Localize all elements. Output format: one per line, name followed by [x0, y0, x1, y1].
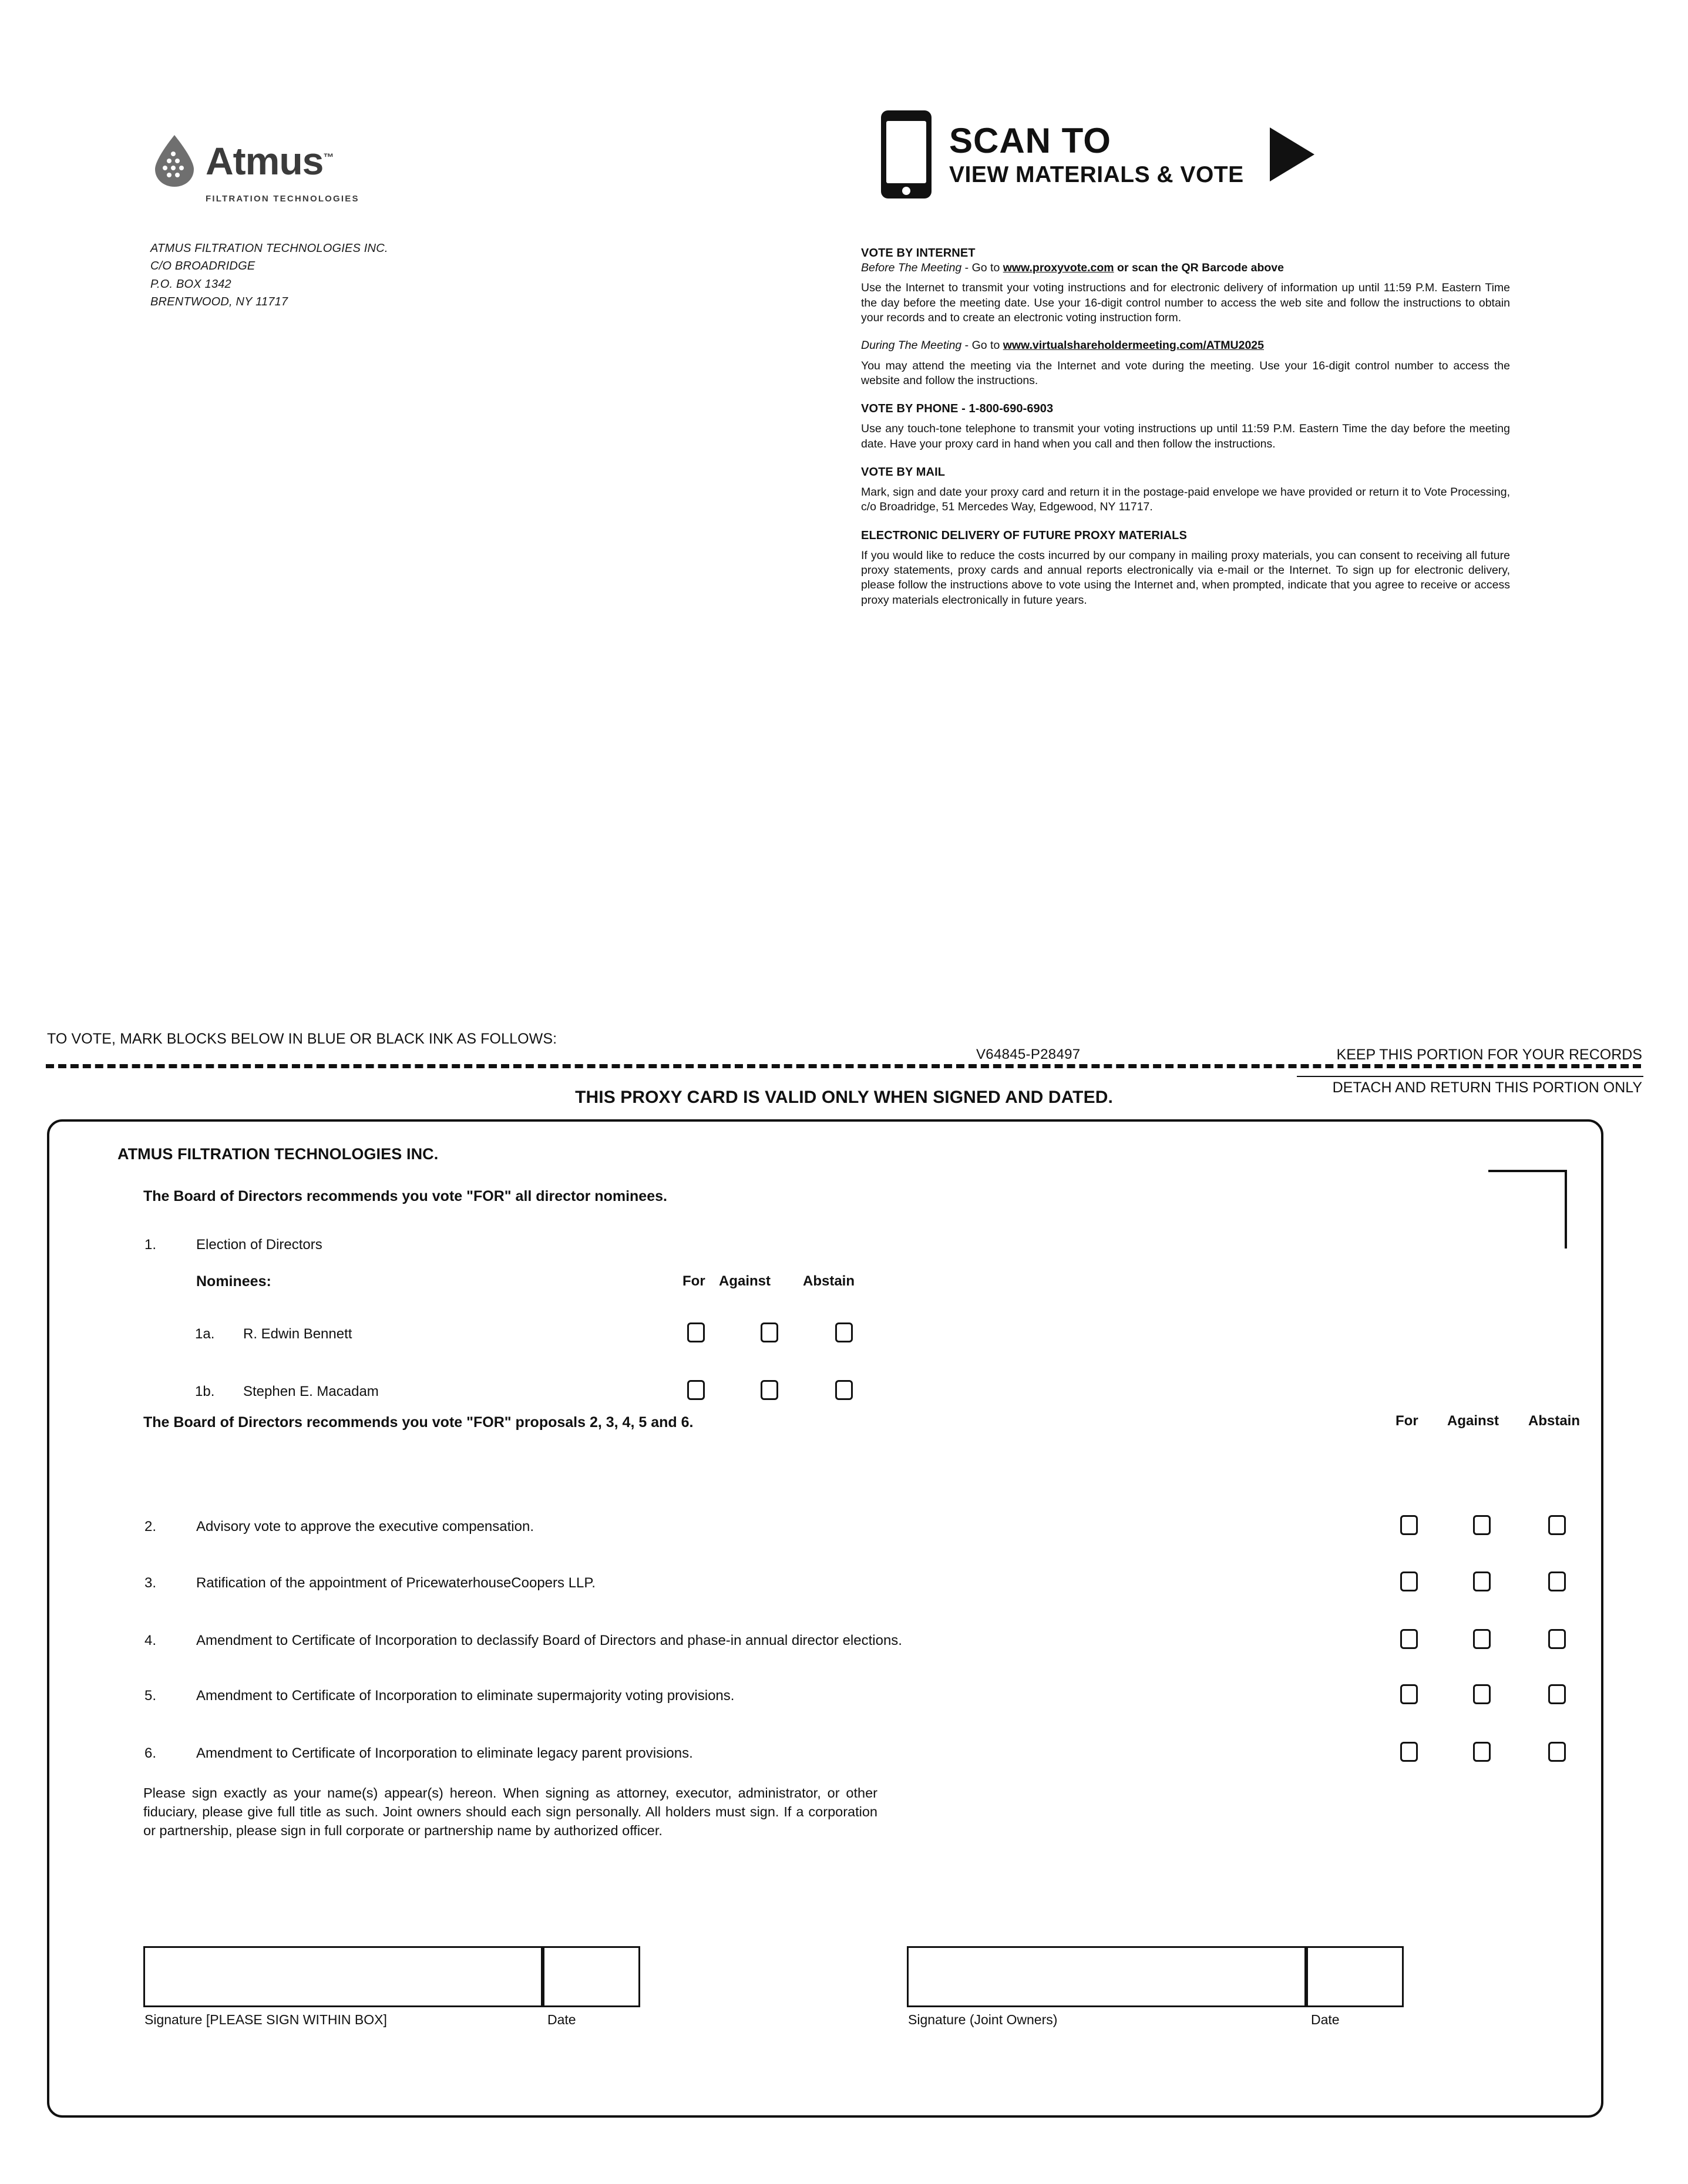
nominee-1a-name: R. Edwin Bennett — [243, 1326, 352, 1342]
proposal-col-abstain: Abstain — [1528, 1413, 1581, 1429]
vote-by-internet-heading: VOTE BY INTERNET — [861, 247, 976, 260]
keep-portion-underline — [1297, 1076, 1643, 1077]
recommendation-proposals: The Board of Directors recommends you vote "FOR" proposals 2, 3, 4, 5 and 6. — [143, 1414, 694, 1431]
alignment-corner-mark — [1488, 1170, 1567, 1249]
electronic-delivery-heading: ELECTRONIC DELIVERY OF FUTURE PROXY MATERIALS — [861, 529, 1187, 542]
proposal-3-text: Ratification of the appointment of PricewaterhouseCoopers LLP. — [196, 1575, 596, 1591]
control-number: V64845-P28497 — [968, 1046, 1088, 1063]
during-meeting-body: You may attend the meeting via the Internet and vote during the meeting. Use your 16-digit control number to access the website and follow the instructions. — [861, 359, 1510, 388]
nominee-1b-for-checkbox[interactable] — [687, 1380, 705, 1400]
nominee-col-against: Against — [719, 1273, 771, 1289]
proposal-6-abstain-checkbox[interactable] — [1548, 1742, 1566, 1762]
nominee-col-for: For — [682, 1273, 705, 1289]
company-logo — [152, 134, 398, 204]
virtual-meeting-link[interactable]: www.virtualshareholdermeeting.com/ATMU2025 — [1003, 339, 1265, 352]
voting-instructions — [861, 245, 1510, 608]
proposal-5-number: 5. — [144, 1688, 157, 1704]
proposal-5-abstain-checkbox[interactable] — [1548, 1684, 1566, 1704]
vote-by-mail-heading: VOTE BY MAIL — [861, 466, 946, 479]
nominee-1a-abstain-checkbox[interactable] — [835, 1322, 853, 1342]
atmus-droplet-icon — [152, 134, 197, 188]
during-meeting-label: During The Meeting — [861, 339, 962, 352]
valid-when-signed-text: THIS PROXY CARD IS VALID ONLY WHEN SIGNED AND DATED. — [575, 1088, 1113, 1107]
internet-body: Use the Internet to transmit your voting instructions and for electronic delivery of information up until 11:59 P.M. Eastern Time the day before the meeting date. Use your 16-digit control number to access the web site and follow the instructions to obtain your records and to create an electronic voting instruction form. — [861, 281, 1510, 325]
proxyvote-link[interactable]: www.proxyvote.com — [1003, 261, 1114, 274]
proposal-4-against-checkbox[interactable] — [1473, 1629, 1491, 1649]
scan-title: SCAN TO — [949, 120, 1111, 160]
mail-body: Mark, sign and date your proxy card and return it in the postage-paid envelope we have provided or return it to Vote Processing, c/o Broadridge, 51 Mercedes Way, Edgewood, NY 11717. — [861, 486, 1510, 514]
date-label-joint: Date — [1311, 2012, 1340, 2027]
proposal-5-text: Amendment to Certificate of Incorporation to eliminate supermajority voting provisions. — [196, 1688, 735, 1704]
card-company-name: ATMUS FILTRATION TECHNOLOGIES INC. — [117, 1145, 439, 1163]
signature-label-joint: Signature (Joint Owners) — [908, 2012, 1058, 2027]
nominee-1a-number: 1a. — [195, 1326, 215, 1342]
recommendation-directors: The Board of Directors recommends you vote "FOR" all director nominees. — [143, 1188, 667, 1204]
play-arrow-icon — [1270, 127, 1314, 181]
proposal-3-against-checkbox[interactable] — [1473, 1571, 1491, 1591]
proposal-2-for-checkbox[interactable] — [1400, 1515, 1418, 1535]
proposal-5-for-checkbox[interactable] — [1400, 1684, 1418, 1704]
proposal-6-against-checkbox[interactable] — [1473, 1742, 1491, 1762]
proposal-3-abstain-checkbox[interactable] — [1548, 1571, 1566, 1591]
proposal-4-text: Amendment to Certificate of Incorporation to declassify Board of Directors and phase-in annual director elections. — [196, 1633, 902, 1648]
detach-dashed-line — [46, 1064, 1641, 1068]
signature-box-primary[interactable] — [143, 1946, 543, 2007]
signature-label-primary: Signature [PLEASE SIGN WITHIN BOX] — [144, 2012, 387, 2027]
address-line-4: BRENTWOOD, NY 11717 — [150, 295, 288, 309]
date-box-joint[interactable] — [1306, 1946, 1404, 2007]
item-1-number: 1. — [144, 1237, 157, 1253]
proposal-col-for: For — [1396, 1413, 1418, 1429]
proposal-4-for-checkbox[interactable] — [1400, 1629, 1418, 1649]
proposal-4-number: 4. — [144, 1633, 157, 1648]
proposal-2-text: Advisory vote to approve the executive compensation. — [196, 1519, 534, 1534]
address-line-1: ATMUS FILTRATION TECHNOLOGIES INC. — [150, 242, 388, 255]
nominee-1a-for-checkbox[interactable] — [687, 1322, 705, 1342]
to-vote-instruction: TO VOTE, MARK BLOCKS BELOW IN BLUE OR BLACK INK AS FOLLOWS: — [47, 1031, 557, 1047]
electronic-delivery-body: If you would like to reduce the costs incurred by our company in mailing proxy materials, you can consent to receiving all future proxy statements, proxy cards and annual reports electronically via e-mail or the Internet. To sign up for electronic delivery, please follow the instructions above to vote using the Internet and, when prompted, indicate that you agree to receive or access proxy materials electronically in future years. — [861, 548, 1510, 607]
nominee-1b-number: 1b. — [195, 1384, 215, 1399]
vote-by-phone-heading: VOTE BY PHONE - 1-800-690-6903 — [861, 402, 1054, 416]
proposal-col-against: Against — [1447, 1413, 1499, 1429]
during-meeting-line — [861, 338, 1510, 353]
phone-body: Use any touch-tone telephone to transmit your voting instructions up until 11:59 P.M. Eastern Time the day before the meeting date. Have your proxy card in hand when you call and then follow the instructions. — [861, 422, 1510, 450]
before-meeting-label: Before The Meeting — [861, 261, 962, 274]
proxy-card — [47, 1119, 1603, 2118]
address-line-3: P.O. BOX 1342 — [150, 277, 231, 291]
logo-trademark: ™ — [323, 152, 334, 163]
proposal-2-number: 2. — [144, 1519, 157, 1534]
mobile-phone-icon — [881, 110, 932, 198]
logo-brand-text: Atmus — [206, 139, 324, 183]
proposal-3-number: 3. — [144, 1575, 157, 1591]
logo-tagline: FILTRATION TECHNOLOGIES — [206, 194, 359, 204]
before-meeting-tail: or scan the QR Barcode above — [1114, 261, 1284, 274]
proposal-4-abstain-checkbox[interactable] — [1548, 1629, 1566, 1649]
detach-return-text: DETACH AND RETURN THIS PORTION ONLY — [1332, 1079, 1642, 1096]
proposal-6-for-checkbox[interactable] — [1400, 1742, 1418, 1762]
nominee-1b-against-checkbox[interactable] — [761, 1380, 778, 1400]
date-label-primary: Date — [547, 2012, 576, 2027]
scan-to-vote-banner — [881, 110, 1314, 198]
mailing-address — [150, 240, 388, 311]
signature-box-joint[interactable] — [907, 1946, 1306, 2007]
nominee-1b-name: Stephen E. Macadam — [243, 1384, 379, 1399]
signature-instructions: Please sign exactly as your name(s) appear(s) hereon. When signing as attorney, executor, administrator, or other fiduciary, please give full title as such. Joint owners should each sign personally. All holders must sign. If a corporation or partnership, please sign in full corporate or partnership name by authorized officer. — [143, 1785, 877, 1838]
scan-subtitle: VIEW MATERIALS & VOTE — [949, 161, 1244, 187]
proposal-2-against-checkbox[interactable] — [1473, 1515, 1491, 1535]
keep-portion-text: KEEP THIS PORTION FOR YOUR RECORDS — [1336, 1046, 1642, 1063]
nominee-col-abstain: Abstain — [803, 1273, 855, 1289]
logo-wordmark — [206, 139, 334, 183]
nominee-1b-abstain-checkbox[interactable] — [835, 1380, 853, 1400]
date-box-primary[interactable] — [543, 1946, 640, 2007]
before-meeting-line — [861, 261, 1510, 275]
before-meeting-rest: - Go to — [961, 261, 1003, 274]
nominees-label: Nominees: — [196, 1273, 271, 1290]
nominee-1a-against-checkbox[interactable] — [761, 1322, 778, 1342]
address-line-2: C/O BROADRIDGE — [150, 260, 255, 273]
proposal-6-text: Amendment to Certificate of Incorporation to eliminate legacy parent provisions. — [196, 1745, 693, 1761]
proposal-6-number: 6. — [144, 1745, 157, 1761]
proposal-2-abstain-checkbox[interactable] — [1548, 1515, 1566, 1535]
item-1-label: Election of Directors — [196, 1237, 322, 1253]
proposal-3-for-checkbox[interactable] — [1400, 1571, 1418, 1591]
during-meeting-rest: - Go to — [961, 339, 1003, 352]
proposal-5-against-checkbox[interactable] — [1473, 1684, 1491, 1704]
